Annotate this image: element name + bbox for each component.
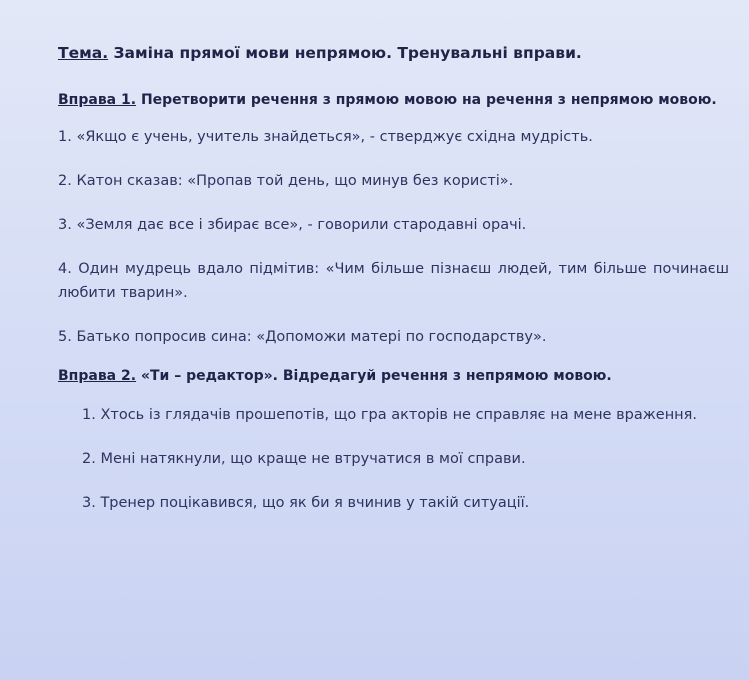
exercise-2-item-3: 3. Тренер поцікавився, що як би я вчинив у такій ситуації. xyxy=(82,495,530,511)
title-label: Тема. xyxy=(58,44,109,62)
exercise-1-heading xyxy=(58,89,729,111)
exercise-2-item-2: 2. Мені натякнули, що краще не втручатися в мої справи. xyxy=(82,451,526,467)
exercise-1 xyxy=(58,89,729,349)
exercise-1-item-3: 3. «Земля дає все і збирає все», - говорили стародавні орачі. xyxy=(58,217,527,233)
title-text: Заміна прямої мови непрямою. Тренувальні вправи. xyxy=(113,44,582,62)
exercise-1-item-5: 5. Батько попросив сина: «Допоможи матері по господарству». xyxy=(58,329,547,345)
page-title xyxy=(58,42,729,64)
exercise-1-label: Вправа 1. xyxy=(58,92,137,108)
exercise-2 xyxy=(58,365,729,515)
exercise-2-heading xyxy=(58,365,729,387)
exercise-1-item-2: 2. Катон сказав: «Пропав той день, що минув без користі». xyxy=(58,173,514,189)
exercise-2-label: Вправа 2. xyxy=(58,368,137,384)
exercise-2-items xyxy=(58,403,729,515)
exercise-1-instruction: Перетворити речення з прямою мовою на речення з непрямою мовою. xyxy=(140,92,717,108)
exercise-2-item-1: 1. Хтось із глядачів прошепотів, що гра акторів не справляє на мене враження. xyxy=(82,407,697,423)
exercise-1-item-4: 4. Один мудрець вдало підмітив: «Чим більше пізнаєш людей, тим більше починаєш любити тварин». xyxy=(58,261,729,301)
exercise-1-items xyxy=(58,125,729,349)
exercise-1-item-1: 1. «Якщо є учень, учитель знайдеться», - стверджує східна мудрість. xyxy=(58,129,593,145)
exercise-2-instruction: «Ти – редактор». Відредагуй речення з непрямою мовою. xyxy=(140,368,612,384)
